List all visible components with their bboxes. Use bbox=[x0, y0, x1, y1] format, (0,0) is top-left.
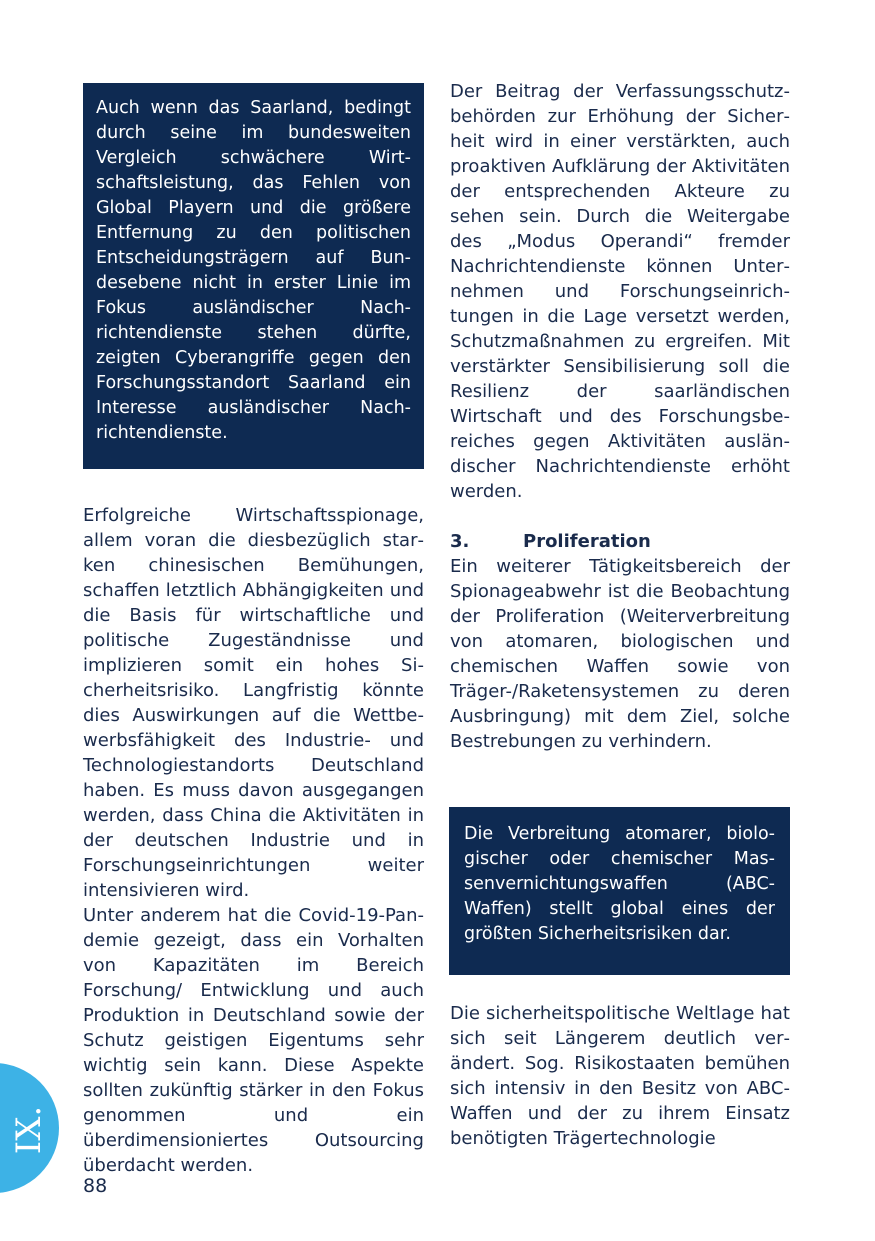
paragraph-covid-pandemie: Unter anderem hat die Covid-19-Pandemie gezeigt, dass ein Vorhalten von Kapazitäten im Bereich Forschung/ Entwicklung und auch Produktion in Deutschland sowie der Schutz geistigen Eigentums sehr wichtig sein kann. Diese Aspekte sollten zukünftig stärker in den Fokus genommen und ein überdimensioniertes Outsourcing überdacht werden. bbox=[83, 905, 424, 1176]
paragraph-proliferation: Ein weiterer Tätigkeitsbereich der Spionageabwehr ist die Beobachtung der Proliferation (Weiterverbreitung von atomaren, biologischen und chemischen Waffen sowie von Träger-/Raketensystemen zu deren Ausbringung) mit dem Ziel, solche Bestrebungen zu verhindern. bbox=[450, 556, 790, 752]
section-number: 3. bbox=[450, 531, 470, 552]
right-column-weltlage bbox=[450, 1001, 790, 1151]
section-heading bbox=[450, 529, 790, 554]
info-box-saarland bbox=[83, 83, 424, 469]
info-box-abc-waffen bbox=[449, 807, 790, 975]
page-number: 88 bbox=[83, 1175, 108, 1197]
info-box-abc-waffen-text: Die Verbreitung atomarer, biologischer oder chemischer Massenvernichtungswaffen (ABC-Waffen) stellt global eines der größten Sicherheitsrisiken dar. bbox=[464, 824, 775, 944]
left-column-text bbox=[83, 503, 424, 1178]
right-column-intro bbox=[450, 79, 790, 504]
info-box-saarland-text: Auch wenn das Saarland, bedingt durch seine im bundesweiten Vergleich schwächere Wirtschaftsleistung, das Fehlen von Global Playern und die größere Entfernung zu den politischen Entscheidungsträgern auf Bundesebene nicht in erster Linie im Fokus ausländischer Nachrichtendienste stehen dürfte, zeigten Cyberangriffe gegen den Forschungsstandort Saarland ein Interesse ausländischer Nachrichtendienste. bbox=[96, 98, 411, 443]
paragraph-weltlage: Die sicherheitspolitische Weltlage hat sich seit Längerem deutlich verändert. Sog. Risikostaaten bemühen sich intensiv in den Besitz von ABC-Waffen und der zu ihrem Einsatz benötigten Trägertechnologie bbox=[450, 1003, 790, 1149]
right-column-proliferation bbox=[450, 554, 790, 754]
paragraph-verfassungsschutz: Der Beitrag der Verfassungsschutzbehörden zur Erhöhung der Sicherheit wird in einer verstärkten, auch proaktiven Aufklärung der Aktivitäten der entsprechenden Akteure zu sehen sein. Durch die Weitergabe des „Modus Operandi“ fremder Nachrichtendienste können Unternehmen und Forschungseinrichtungen in die Lage versetzt werden, Schutzmaßnahmen zu ergreifen. Mit verstärkter Sensibilisierung soll die Resilienz der saarländischen Wirtschaft und des Forschungsbereiches gegen Aktivitäten ausländischer Nachrichtendienste erhöht werden. bbox=[450, 81, 790, 502]
chapter-label: IX. bbox=[9, 1105, 49, 1155]
section-title: Proliferation bbox=[523, 531, 651, 552]
paragraph-wirtschaftsspionage: Erfolgreiche Wirtschaftsspionage, allem voran die diesbezüglich starken chinesischen Bemühungen, schaffen letztlich Abhängigkeiten und die Basis für wirtschaftliche und politische Zugeständnisse und implizieren somit ein hohes Sicherheitsrisiko. Langfristig könnte dies Auswirkungen auf die Wettbewerbsfähigkeit des Industrie- und Technologiestandorts Deutschland haben. Es muss davon ausgegangen werden, dass China die Aktivitäten in der deutschen Industrie und in Forschungseinrichtungen weiter intensivieren wird. bbox=[83, 505, 424, 901]
